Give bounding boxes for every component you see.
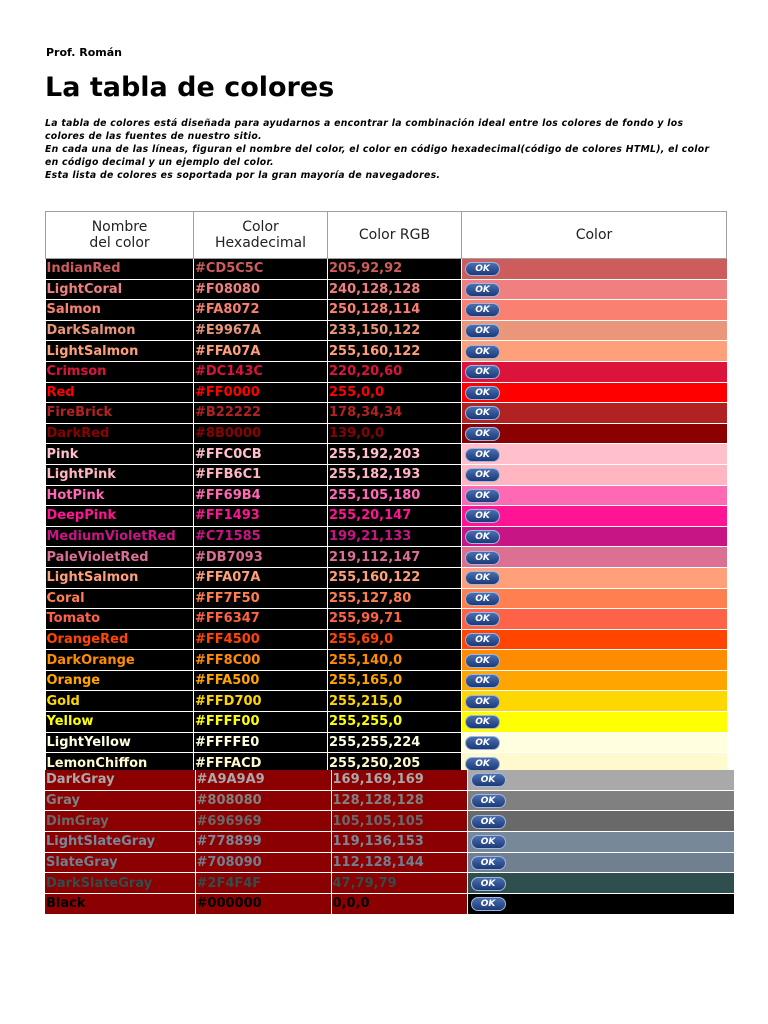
ok-button[interactable]: OK (465, 509, 500, 523)
cell-hex: #696969 (195, 811, 331, 832)
cell-rgb: 169,169,169 (331, 770, 467, 790)
cell-hex: #FFFACD (194, 753, 328, 774)
header-hex: Color Hexadecimal (194, 212, 328, 259)
cell-name: DarkRed (46, 423, 194, 444)
cell-name: LightPink (46, 464, 194, 485)
color-swatch (462, 300, 727, 321)
color-swatch (462, 423, 727, 444)
cell-hex: #FFA500 (194, 670, 328, 691)
cell-rgb: 250,128,114 (328, 300, 462, 321)
cell-rgb: 220,20,60 (328, 361, 462, 382)
cell-hex: #FFC0CB (194, 444, 328, 465)
color-swatch (462, 259, 727, 280)
color-swatch (462, 403, 727, 424)
cell-rgb: 205,92,92 (328, 259, 462, 280)
table-row (46, 382, 727, 403)
table-row (46, 444, 727, 465)
color-swatch (462, 629, 727, 650)
page-title: La tabla de colores (45, 72, 335, 103)
table-row (46, 361, 727, 382)
header-name: Nombre del color (46, 212, 194, 259)
cell-hex: #808080 (195, 790, 331, 811)
table-row (45, 770, 734, 790)
color-swatch (462, 609, 727, 630)
cell-rgb: 47,79,79 (331, 873, 467, 894)
table-row (46, 526, 727, 547)
color-swatch (462, 464, 727, 485)
ok-button[interactable]: OK (465, 365, 500, 379)
ok-button[interactable]: OK (471, 835, 506, 849)
table-row (45, 873, 734, 894)
ok-button[interactable]: OK (465, 386, 500, 400)
table-row (46, 485, 727, 506)
cell-rgb: 255,165,0 (328, 670, 462, 691)
cell-name: Black (45, 894, 195, 915)
ok-button[interactable]: OK (465, 633, 500, 647)
table-row (46, 464, 727, 485)
color-swatch (462, 670, 727, 691)
cell-rgb: 255,182,193 (328, 464, 462, 485)
ok-button[interactable]: OK (471, 773, 506, 787)
cell-rgb: 139,0,0 (328, 423, 462, 444)
gray-table-body (45, 770, 734, 914)
cell-rgb: 255,0,0 (328, 382, 462, 403)
ok-button[interactable]: OK (465, 674, 500, 688)
cell-name: LightYellow (46, 732, 194, 753)
table-row (45, 790, 734, 811)
cell-hex: #DB7093 (194, 547, 328, 568)
cell-rgb: 255,192,203 (328, 444, 462, 465)
ok-button[interactable]: OK (465, 303, 500, 317)
cell-name: Coral (46, 588, 194, 609)
table-row (46, 567, 727, 588)
ok-button[interactable]: OK (465, 695, 500, 709)
table-row (46, 300, 727, 321)
cell-name: LemonChiffon (46, 753, 194, 774)
header-color: Color (462, 212, 727, 259)
ok-button[interactable]: OK (465, 654, 500, 668)
table-row (46, 547, 727, 568)
ok-button[interactable]: OK (471, 794, 506, 808)
cell-hex: #FFFFE0 (194, 732, 328, 753)
color-swatch (462, 588, 727, 609)
cell-name: LightSalmon (46, 341, 194, 362)
cell-rgb: 255,69,0 (328, 629, 462, 650)
cell-rgb: 255,99,71 (328, 609, 462, 630)
cell-name: Gold (46, 691, 194, 712)
cell-name: Yellow (46, 712, 194, 733)
color-swatch (467, 770, 734, 790)
cell-hex: #A9A9A9 (195, 770, 331, 790)
table-row (46, 403, 727, 424)
intro-line-3: Esta lista de colores es soportada por la gran mayoría de navegadores. (45, 170, 441, 181)
cell-hex: #FF0000 (194, 382, 328, 403)
table-row (46, 609, 727, 630)
table-row (45, 852, 734, 873)
intro-text (45, 117, 725, 182)
ok-button[interactable]: OK (465, 406, 500, 420)
color-swatch (462, 341, 727, 362)
table-row (46, 341, 727, 362)
table-row (46, 712, 727, 733)
color-swatch (462, 361, 727, 382)
color-swatch (462, 382, 727, 403)
ok-button[interactable]: OK (465, 345, 500, 359)
cell-name: Red (46, 382, 194, 403)
color-table-body (46, 259, 727, 774)
cell-hex: #F08080 (194, 279, 328, 300)
cell-hex: #FFFF00 (194, 712, 328, 733)
cell-hex: #CD5C5C (194, 259, 328, 280)
ok-button[interactable]: OK (465, 262, 500, 276)
cell-hex: #2F4F4F (195, 873, 331, 894)
cell-rgb: 255,127,80 (328, 588, 462, 609)
cell-name: PaleVioletRed (46, 547, 194, 568)
cell-name: DarkOrange (46, 650, 194, 671)
cell-rgb: 112,128,144 (331, 852, 467, 873)
color-swatch (462, 650, 727, 671)
ok-button[interactable]: OK (465, 736, 500, 750)
ok-button[interactable]: OK (465, 757, 500, 771)
cell-rgb: 199,21,133 (328, 526, 462, 547)
ok-button[interactable]: OK (465, 551, 500, 565)
cell-rgb: 255,160,122 (328, 567, 462, 588)
ok-button[interactable]: OK (471, 877, 506, 891)
ok-button[interactable]: OK (465, 592, 500, 606)
cell-name: Pink (46, 444, 194, 465)
color-swatch (462, 691, 727, 712)
cell-name: DarkSalmon (46, 320, 194, 341)
cell-name: OrangeRed (46, 629, 194, 650)
table-row (45, 894, 734, 915)
ok-button[interactable]: OK (465, 427, 500, 441)
cell-hex: #B22222 (194, 403, 328, 424)
ok-button[interactable]: OK (471, 897, 506, 911)
color-swatch (467, 790, 734, 811)
cell-hex: #708090 (195, 852, 331, 873)
color-swatch (462, 547, 727, 568)
ok-button[interactable]: OK (465, 530, 500, 544)
color-swatch (462, 526, 727, 547)
cell-rgb: 255,215,0 (328, 691, 462, 712)
color-swatch (462, 320, 727, 341)
cell-name: DeepPink (46, 506, 194, 527)
table-row (46, 320, 727, 341)
cell-name: LightSalmon (46, 567, 194, 588)
color-swatch (467, 894, 734, 915)
cell-name: LightSlateGray (45, 832, 195, 853)
ok-button[interactable]: OK (465, 283, 500, 297)
color-swatch (462, 506, 727, 527)
table-row (45, 832, 734, 853)
color-table (45, 211, 727, 774)
ok-button[interactable]: OK (465, 468, 500, 482)
header-rgb: Color RGB (328, 212, 462, 259)
cell-name: IndianRed (46, 259, 194, 280)
cell-rgb: 255,255,0 (328, 712, 462, 733)
cell-name: DarkSlateGray (45, 873, 195, 894)
cell-hex: #FFA07A (194, 341, 328, 362)
cell-hex: #FFA07A (194, 567, 328, 588)
cell-name: HotPink (46, 485, 194, 506)
cell-hex: #FFB6C1 (194, 464, 328, 485)
color-swatch (462, 444, 727, 465)
cell-hex: #FF7F50 (194, 588, 328, 609)
cell-rgb: 255,140,0 (328, 650, 462, 671)
cell-rgb: 105,105,105 (331, 811, 467, 832)
cell-rgb: 178,34,34 (328, 403, 462, 424)
cell-rgb: 255,160,122 (328, 341, 462, 362)
table-row (46, 588, 727, 609)
cell-hex: #FF8C00 (194, 650, 328, 671)
table-row (46, 670, 727, 691)
cell-name: LightCoral (46, 279, 194, 300)
cell-name: DimGray (45, 811, 195, 832)
cell-rgb: 0,0,0 (331, 894, 467, 915)
author: Prof. Román (46, 46, 122, 59)
table-row (46, 629, 727, 650)
cell-hex: #FFD700 (194, 691, 328, 712)
table-row (46, 279, 727, 300)
table-row (46, 691, 727, 712)
cell-rgb: 255,105,180 (328, 485, 462, 506)
color-swatch (462, 732, 727, 753)
gray-table (45, 770, 734, 915)
cell-rgb: 128,128,128 (331, 790, 467, 811)
ok-button[interactable]: OK (471, 856, 506, 870)
cell-name: MediumVioletRed (46, 526, 194, 547)
ok-button[interactable]: OK (465, 324, 500, 338)
ok-button[interactable]: OK (465, 448, 500, 462)
color-swatch (462, 567, 727, 588)
cell-rgb: 255,250,205 (328, 753, 462, 774)
ok-button[interactable]: OK (465, 571, 500, 585)
cell-rgb: 240,128,128 (328, 279, 462, 300)
table-header-row (46, 212, 727, 259)
ok-button[interactable]: OK (465, 612, 500, 626)
cell-name: Crimson (46, 361, 194, 382)
table-row (46, 259, 727, 280)
cell-hex: #E9967A (194, 320, 328, 341)
ok-button[interactable]: OK (465, 715, 500, 729)
ok-button[interactable]: OK (471, 815, 506, 829)
cell-name: Gray (45, 790, 195, 811)
intro-line-1: La tabla de colores está diseñada para ayudarnos a encontrar la combinación ideal entre los colores de fondo y los colores de las fuentes de nuestro sitio. (45, 118, 684, 142)
cell-hex: #FF4500 (194, 629, 328, 650)
color-swatch (467, 852, 734, 873)
cell-hex: #FF6347 (194, 609, 328, 630)
cell-hex: #FA8072 (194, 300, 328, 321)
table-row (46, 506, 727, 527)
color-swatch (462, 485, 727, 506)
cell-name: DarkGray (45, 770, 195, 790)
cell-rgb: 255,20,147 (328, 506, 462, 527)
cell-hex: #778899 (195, 832, 331, 853)
cell-name: SlateGray (45, 852, 195, 873)
cell-hex: #000000 (195, 894, 331, 915)
cell-name: Tomato (46, 609, 194, 630)
cell-hex: #8B0000 (194, 423, 328, 444)
cell-rgb: 255,255,224 (328, 732, 462, 753)
cell-hex: #FF1493 (194, 506, 328, 527)
cell-name: Orange (46, 670, 194, 691)
ok-button[interactable]: OK (465, 489, 500, 503)
table-row (46, 650, 727, 671)
color-swatch (462, 279, 727, 300)
cell-rgb: 233,150,122 (328, 320, 462, 341)
cell-hex: #FF69B4 (194, 485, 328, 506)
color-swatch (462, 712, 727, 733)
cell-rgb: 119,136,153 (331, 832, 467, 853)
color-swatch (467, 832, 734, 853)
cell-hex: #C71585 (194, 526, 328, 547)
color-swatch (467, 873, 734, 894)
cell-rgb: 219,112,147 (328, 547, 462, 568)
table-row (46, 732, 727, 753)
intro-line-2: En cada una de las líneas, figuran el nombre del color, el color en código hexadecimal(código de colores HTML), el color en código decimal y un ejemplo del color. (45, 144, 710, 168)
color-swatch (467, 811, 734, 832)
cell-name: Salmon (46, 300, 194, 321)
table-row (46, 423, 727, 444)
cell-name: FireBrick (46, 403, 194, 424)
cell-hex: #DC143C (194, 361, 328, 382)
table-row (45, 811, 734, 832)
